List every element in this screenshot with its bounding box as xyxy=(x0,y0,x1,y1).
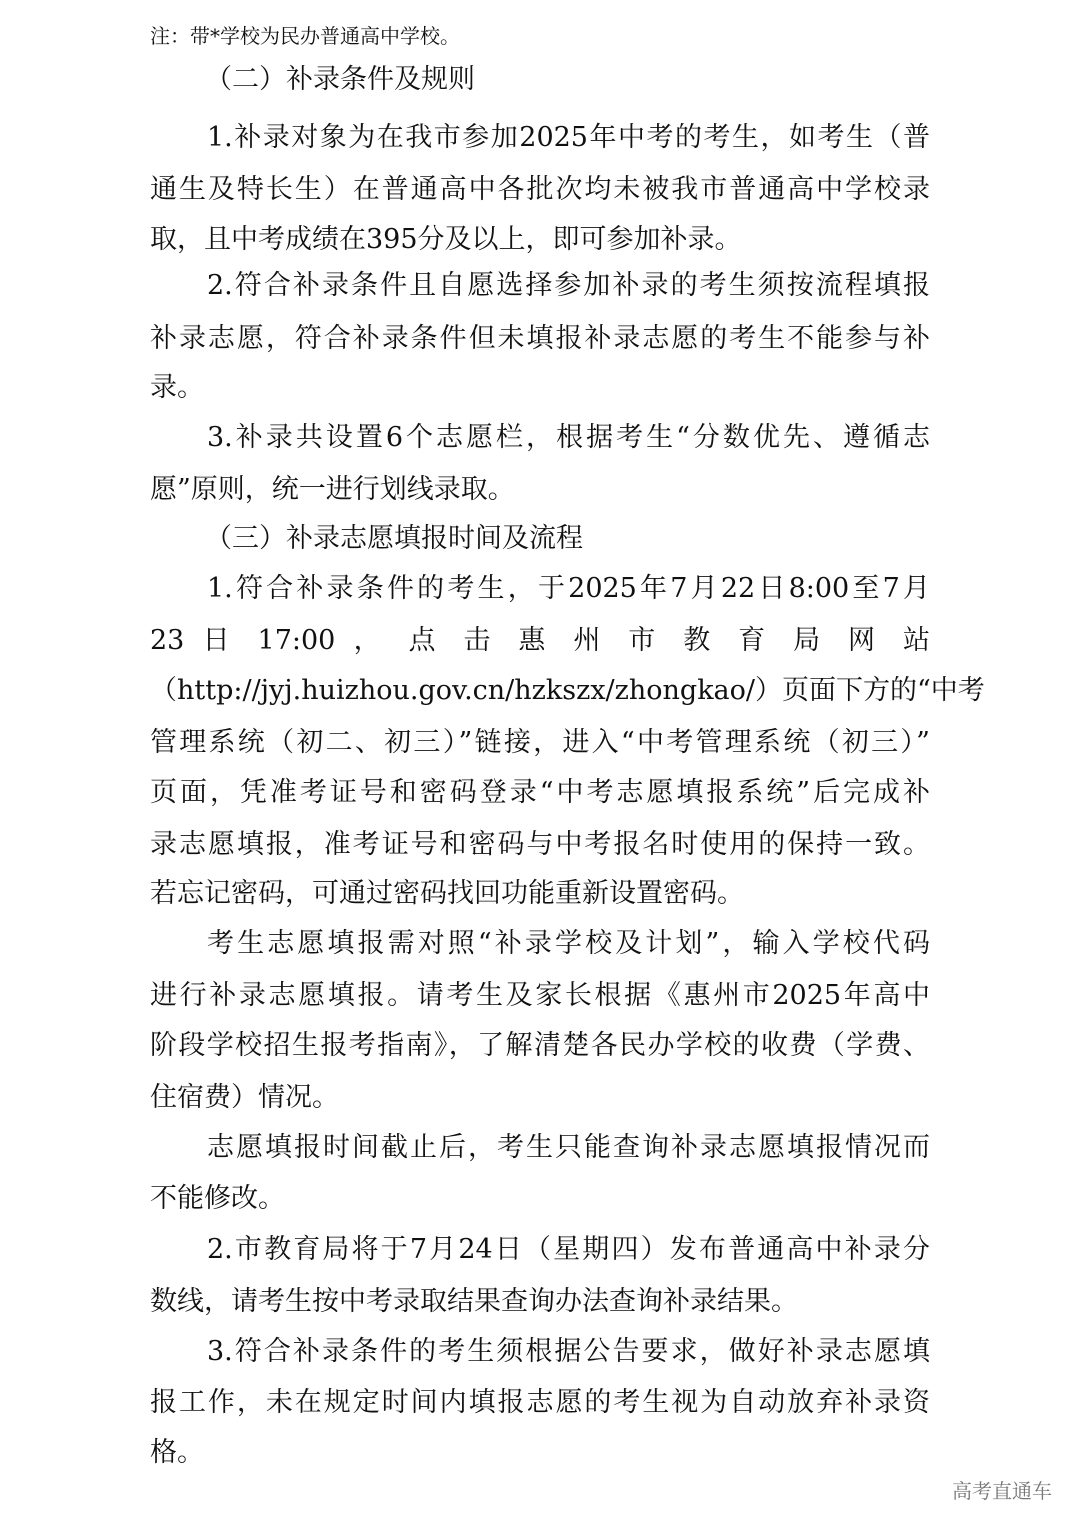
paragraph-line: 住宿费）情况。 xyxy=(150,1082,339,1113)
paragraph-line: 2.市教育局将于7月24日（星期四）发布普通高中补录分 xyxy=(207,1234,930,1265)
paragraph-line: 若忘记密码，可通过密码找回功能重新设置密码。 xyxy=(150,878,744,909)
paragraph-line: 3.补录共设置6个志愿栏，根据考生“分数优先、遵循志 xyxy=(207,422,930,453)
paragraph-line: 数线，请考生按中考录取结果查询办法查询补录结果。 xyxy=(150,1286,798,1317)
paragraph-line: 1.补录对象为在我市参加2025年中考的考生，如考生（普 xyxy=(207,122,930,153)
paragraph-line: 考生志愿填报需对照“补录学校及计划”，输入学校代码 xyxy=(207,928,930,959)
paragraph-line: 3.符合补录条件的考生须根据公告要求，做好补录志愿填 xyxy=(207,1336,930,1367)
paragraph-line: 格。 xyxy=(150,1437,204,1468)
paragraph-line: 通生及特长生）在普通高中各批次均未被我市普通高中学校录 xyxy=(150,174,930,205)
paragraph-line: 志愿填报时间截止后，考生只能查询补录志愿填报情况而 xyxy=(207,1132,930,1163)
paragraph-line: 管理系统（初二、初三）”链接，进入“中考管理系统（初三）” xyxy=(150,727,930,758)
paragraph-line: 1.符合补录条件的考生，于2025年7月22日8:00至7月 xyxy=(207,573,930,604)
section-heading-2: （二）补录条件及规则 xyxy=(205,64,475,95)
paragraph-line: 23 日 17:00 ， 点 击 惠 州 市 教 育 局 网 站 xyxy=(150,625,930,656)
paragraph-line: 阶段学校招生报考指南》，了解清楚各民办学校的收费（学费、 xyxy=(150,1030,930,1061)
paragraph-line: 页面，凭准考证号和密码登录“中考志愿填报系统”后完成补 xyxy=(150,777,930,808)
paragraph-line: 进行补录志愿填报。请考生及家长根据《惠州市2025年高中 xyxy=(150,980,930,1011)
paragraph-line: 不能修改。 xyxy=(150,1183,285,1214)
paragraph-line: 补录志愿，符合补录条件但未填报补录志愿的考生不能参与补 xyxy=(150,323,930,354)
paragraph-line: 录。 xyxy=(150,372,204,403)
section-heading-3: （三）补录志愿填报时间及流程 xyxy=(205,523,583,554)
paragraph-line: 报工作，未在规定时间内填报志愿的考生视为自动放弃补录资 xyxy=(150,1387,930,1418)
paragraph-line: 录志愿填报，准考证号和密码与中考报名时使用的保持一致。 xyxy=(150,829,930,860)
watermark: 高考直通车 xyxy=(952,1479,1052,1503)
paragraph-line: （http://jyj.huizhou.gov.cn/hzkszx/zhongkao/）页面下方的“中考 xyxy=(150,675,985,706)
note: 注：带*学校为民办普通高中学校。 xyxy=(150,24,460,48)
paragraph-line: 取，且中考成绩在395分及以上，即可参加补录。 xyxy=(150,224,742,255)
paragraph-line: 愿”原则，统一进行划线录取。 xyxy=(150,474,515,505)
paragraph-line: 2.符合补录条件且自愿选择参加补录的考生须按流程填报 xyxy=(207,270,930,301)
